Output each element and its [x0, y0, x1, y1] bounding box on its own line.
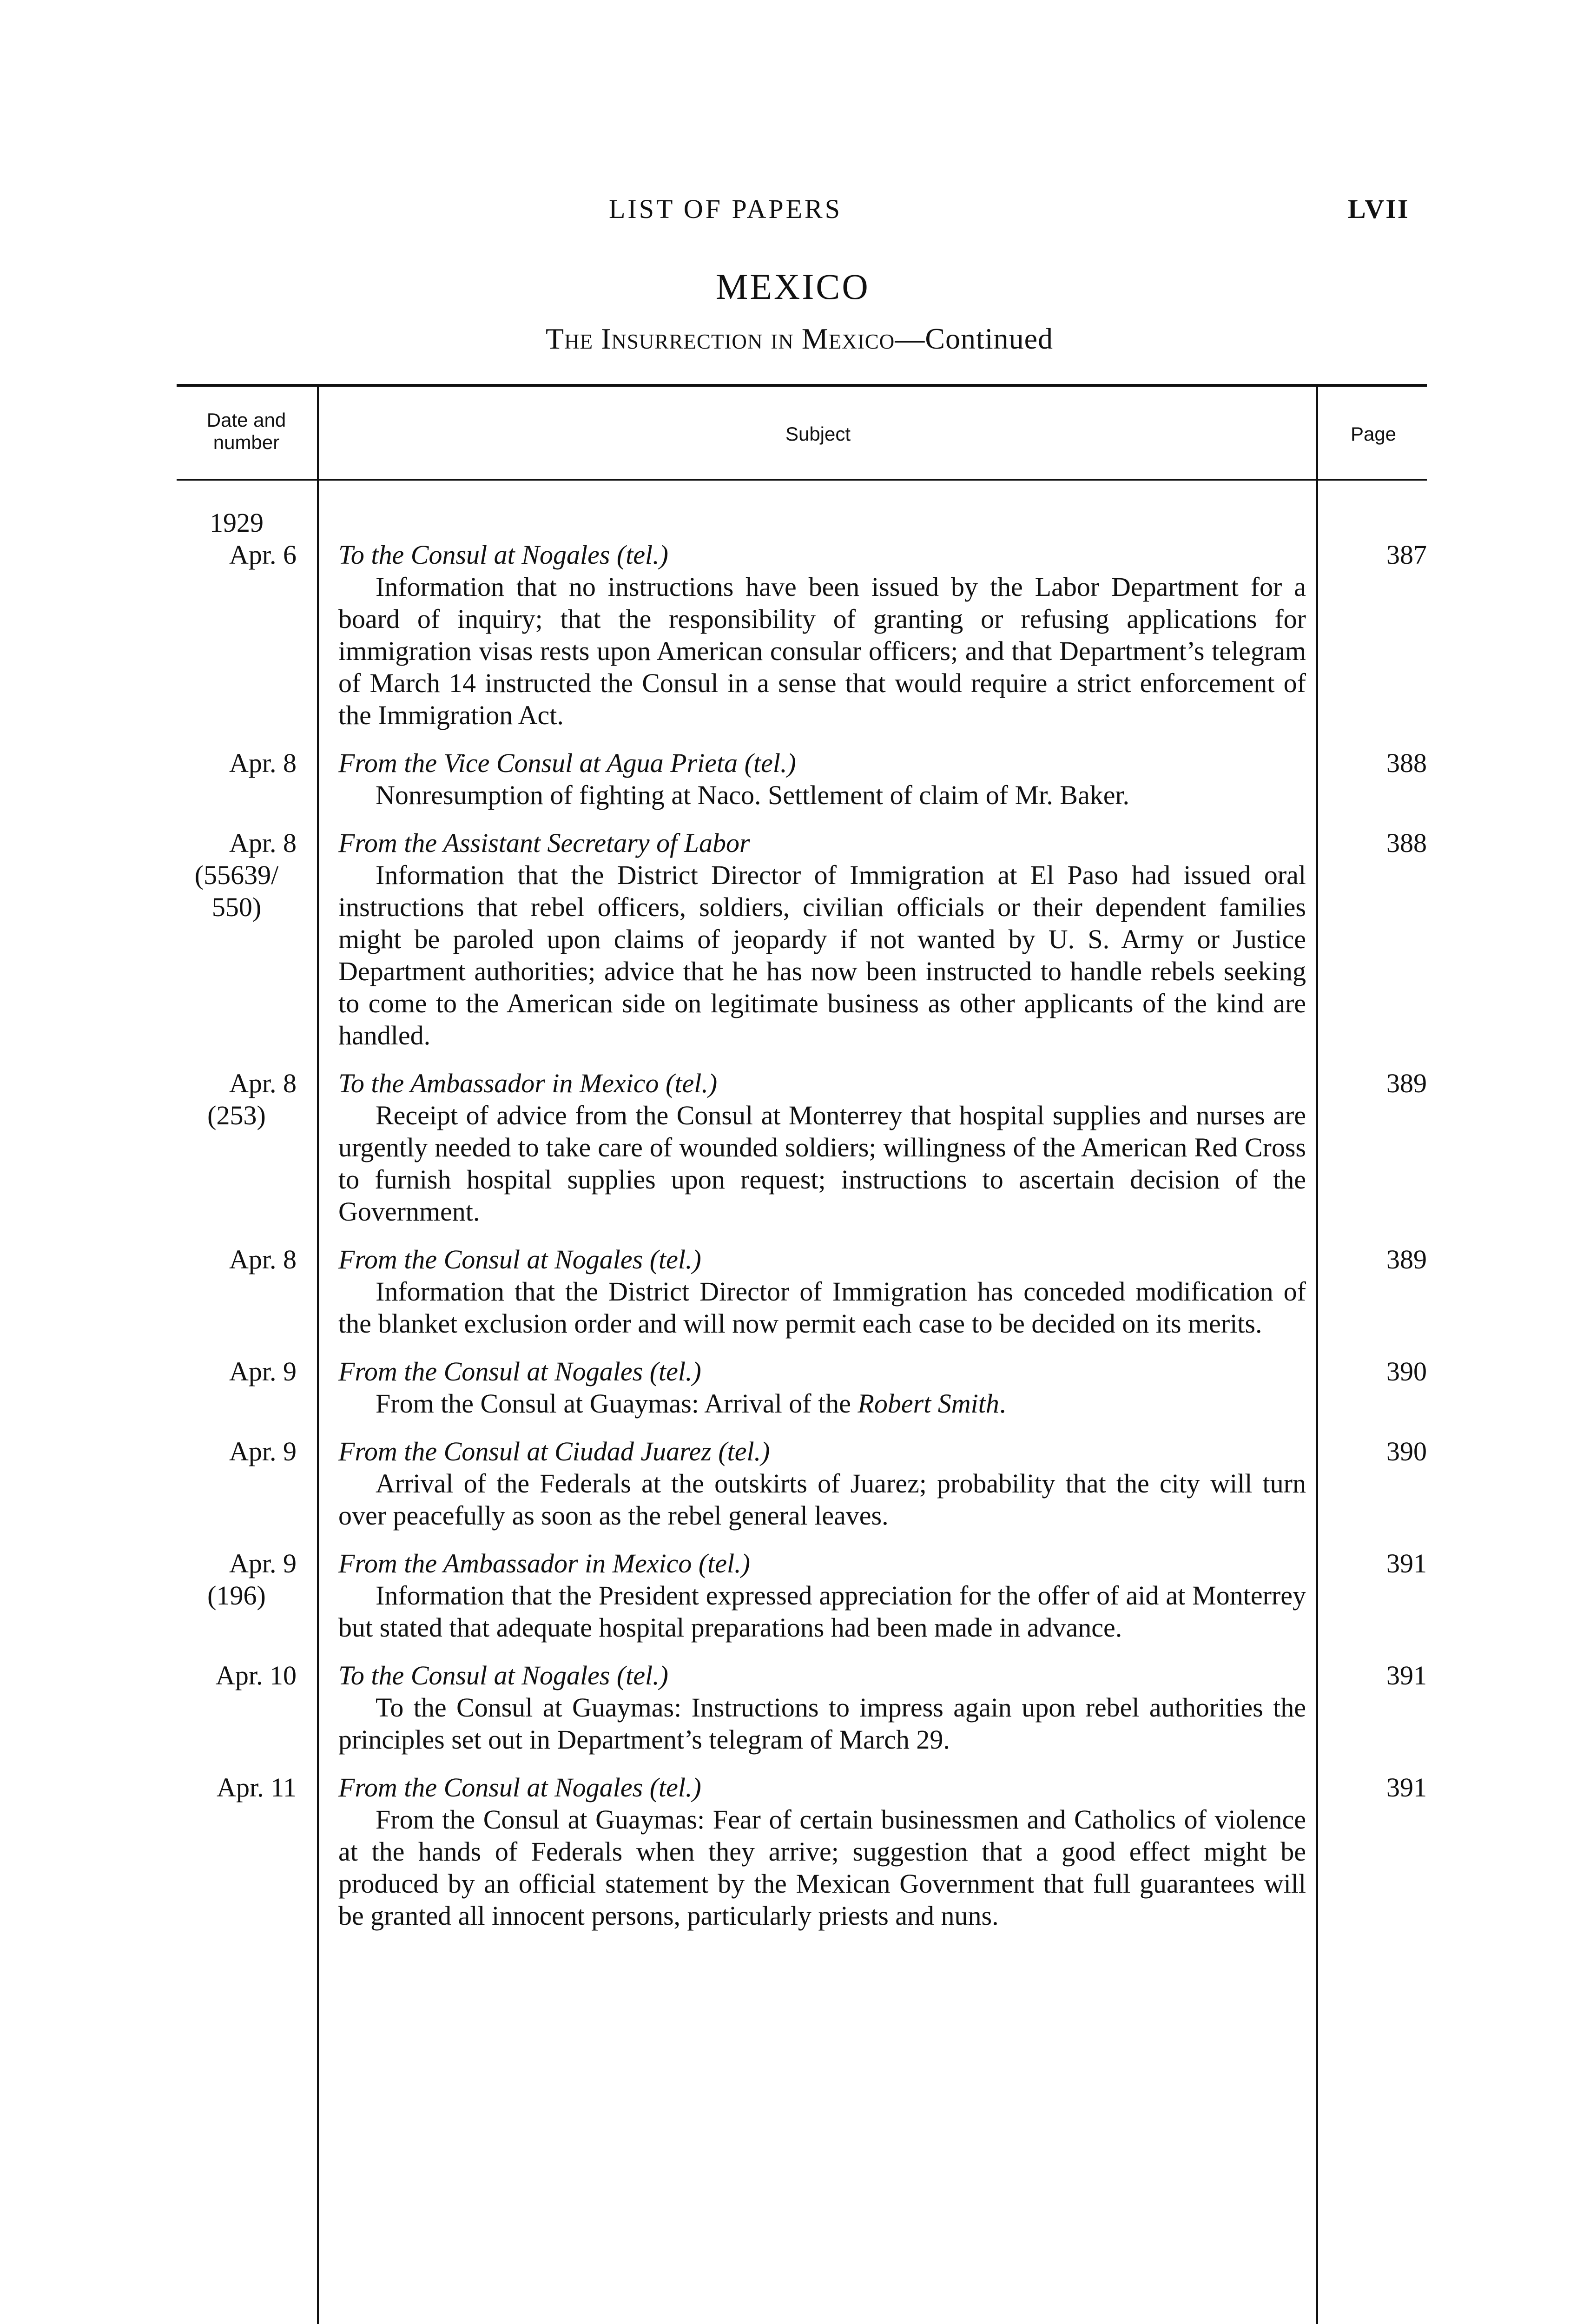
entry-title: To the Consul at Nogales (tel.) [338, 540, 668, 570]
entry-body: Nonresumption of fighting at Naco. Settlement of claim of Mr. Baker. [376, 780, 1130, 810]
table-row [177, 1243, 1427, 1340]
date-cell [177, 1547, 297, 1611]
entry-title: To the Consul at Nogales (tel.) [338, 1660, 668, 1690]
entry-title: From the Consul at Nogales (tel.) [338, 1356, 701, 1386]
entry-page: 391 [1386, 1772, 1427, 1802]
running-title: LIST OF PAPERS [609, 194, 842, 224]
subject-cell [338, 507, 1306, 731]
entry-title: From the Ambassador in Mexico (tel.) [338, 1548, 750, 1578]
country-heading: MEXICO [716, 266, 870, 307]
entry-date: Apr. 8 [229, 748, 297, 778]
entry-page: 390 [1386, 1436, 1427, 1466]
section-title [446, 322, 1153, 356]
entry-page: 389 [1386, 1068, 1427, 1098]
entry-date: Apr. 9 [229, 1436, 297, 1466]
subject-cell [338, 1659, 1306, 1756]
entry-page: 391 [1386, 1660, 1427, 1690]
subject-cell [338, 1067, 1306, 1228]
entry-date: Apr. 8 [229, 1068, 297, 1098]
entry-body: Arrival of the Federals at the outskirts of Juarez; probability that the city will turn over peacefully as soon as the rebel general leaves. [338, 1468, 1306, 1531]
column-header-subject: Subject [785, 423, 851, 445]
date-cell [177, 1771, 297, 1803]
table-header-rule [177, 479, 1427, 481]
section-title-main: The Insurrection in Mexico [546, 322, 895, 355]
subject-cell [338, 1547, 1306, 1644]
entry-number: (196) [207, 1580, 266, 1611]
entry-body: Information that the District Director of Immigration has conceded modification of the blanket exclusion order and will now permit each case to be decided on its merits. [338, 1276, 1306, 1339]
table-top-rule [177, 384, 1427, 387]
column-header-date: Date and number [206, 409, 286, 453]
table-row [177, 1659, 1427, 1756]
entries-list [177, 507, 1427, 1948]
column-header-page: Page [1350, 423, 1397, 445]
entry-number: (55639/ 550) [194, 860, 279, 922]
entry-body: From the Consul at Guaymas: Arrival of the Robert Smith. [376, 1388, 1006, 1419]
subject-cell [338, 1243, 1306, 1340]
date-cell [177, 1067, 297, 1131]
table-row [177, 1435, 1427, 1532]
date-cell [177, 507, 297, 571]
entry-date: Apr. 11 [217, 1772, 297, 1802]
entry-title: From the Vice Consul at Agua Prieta (tel.) [338, 748, 796, 778]
entry-page: 389 [1386, 1244, 1427, 1274]
date-cell [177, 1355, 297, 1387]
date-cell [177, 1243, 297, 1275]
date-cell [177, 747, 297, 779]
date-cell [177, 827, 297, 923]
entry-body: Information that no instructions have been issued by the Labor Department for a board of inquiry; that the responsibility of granting or refusing applications for immigration visas rests upon American consular officers; and that Department’s telegram of March 14 instructed the Consul in a sense that would require a strict enforcement of the Immigration Act. [338, 572, 1306, 730]
entry-page: 387 [1386, 540, 1427, 570]
entry-title: From the Consul at Ciudad Juarez (tel.) [338, 1436, 770, 1466]
entry-title: From the Consul at Nogales (tel.) [338, 1772, 701, 1802]
table-row [177, 1067, 1427, 1228]
subject-cell [338, 747, 1306, 811]
entry-body: Information that the District Director of Immigration at El Paso had issued oral instructions that rebel officers, soldiers, civilian officials or their dependent families might be paroled upon claims of jeopardy if not wanted by U. S. Army or Justice Department authorities; advice that he has now been instructed to handle rebels seeking to come to the American side on legitimate business as other applicants of the kind are handled. [338, 860, 1306, 1050]
section-title-suffix: —Continued [895, 322, 1053, 355]
table-row [177, 1355, 1427, 1419]
table-row [177, 827, 1427, 1051]
entry-page: 388 [1386, 828, 1427, 858]
vessel-name: Robert Smith [858, 1388, 999, 1419]
table-row [177, 1771, 1427, 1932]
table-row [177, 507, 1427, 731]
entry-title: From the Consul at Nogales (tel.) [338, 1244, 701, 1274]
subject-cell [338, 1435, 1306, 1532]
subject-cell [338, 1771, 1306, 1932]
entry-date: Apr. 8 [229, 828, 297, 858]
entry-body: Receipt of advice from the Consul at Monterrey that hospital supplies and nurses are urgently needed to take care of wounded soldiers; willingness of the American Red Cross to furnish hospital supplies upon request; instructions to ascertain decision of the Government. [338, 1100, 1306, 1227]
entry-date: Apr. 10 [216, 1660, 297, 1690]
running-head [0, 193, 1570, 231]
subject-cell [338, 827, 1306, 1051]
entry-date: Apr. 9 [229, 1548, 297, 1578]
date-cell [177, 1435, 297, 1467]
page-folio: LVII [1348, 194, 1410, 224]
entry-body: To the Consul at Guaymas: Instructions to impress again upon rebel authorities the principles set out in Department’s telegram of March 29. [338, 1692, 1306, 1755]
entry-date: Apr. 8 [229, 1244, 297, 1274]
entry-body: From the Consul at Guaymas: Fear of certain businessmen and Catholics of violence at the hands of Federals when they arrive; suggestion that a good effect might be produced by an official statement by the Mexican Government that full guarantees will be granted all innocent persons, particularly priests and nuns. [338, 1804, 1306, 1931]
subject-cell [338, 1355, 1306, 1419]
date-cell [177, 1659, 297, 1691]
entry-date: Apr. 6 [229, 540, 297, 570]
entry-page: 388 [1386, 748, 1427, 778]
entry-title: From the Assistant Secretary of Labor [338, 828, 750, 858]
entry-title: To the Ambassador in Mexico (tel.) [338, 1068, 718, 1098]
entry-page: 390 [1386, 1356, 1427, 1386]
table-row [177, 1547, 1427, 1644]
year: 1929 [210, 508, 264, 538]
entry-body: Information that the President expressed appreciation for the offer of aid at Monterrey but stated that adequate hospital preparations had been made in advance. [338, 1580, 1306, 1643]
entry-page: 391 [1386, 1548, 1427, 1578]
entry-date: Apr. 9 [229, 1356, 297, 1386]
table-row [177, 747, 1427, 811]
entry-number: (253) [207, 1100, 266, 1130]
